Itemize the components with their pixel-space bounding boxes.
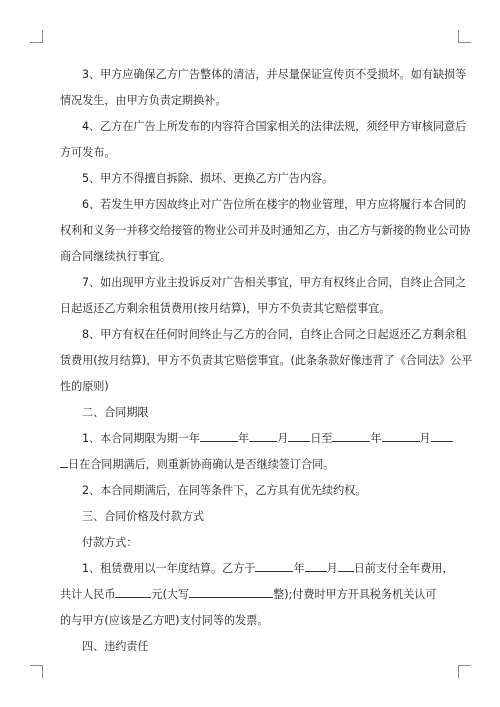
crop-mark-top-left xyxy=(30,30,43,43)
paragraph-text: 月 xyxy=(419,432,431,445)
paragraph-line xyxy=(60,244,440,270)
paragraph-line xyxy=(60,166,440,192)
fill-in-blank[interactable] xyxy=(288,431,310,442)
crop-mark-bottom-left xyxy=(30,665,43,678)
paragraph-line xyxy=(60,88,440,114)
paragraph-text: 年 xyxy=(293,562,305,575)
crop-mark-top-right xyxy=(458,30,471,43)
paragraph-line xyxy=(60,504,440,530)
paragraph-line xyxy=(60,296,440,322)
paragraph-text: 元(大写 xyxy=(151,588,190,601)
paragraph-line xyxy=(60,608,440,634)
paragraph-text: 5、甲方不得擅自拆除、损坏、更换乙方广告内容。 xyxy=(82,172,334,185)
paragraph-text: 三、合同价格及付款方式 xyxy=(82,510,205,523)
paragraph-text: 年 xyxy=(370,432,382,445)
paragraph-text: 性的原则) xyxy=(60,380,109,393)
paragraph-text: 月 xyxy=(277,432,289,445)
paragraph-text: 权利和义务一并移交给接管的物业公司并及时通知乙方，由乙方与新接的物业公司协 xyxy=(60,224,471,237)
paragraph-text: 日在合同期满后，则重新协商确认是否继续签订合同。 xyxy=(68,458,335,471)
paragraph-text: 2、本合同期满后，在同等条件下，乙方具有优先续约权。 xyxy=(82,484,367,497)
paragraph-text: 1、租赁费用以一年度结算。乙方于 xyxy=(82,562,256,575)
paragraph-text: 1、本合同期限为期一年 xyxy=(82,432,200,445)
paragraph-text: 商合同继续执行事宜。 xyxy=(60,250,171,263)
paragraph-line xyxy=(60,218,471,244)
paragraph-line xyxy=(60,582,440,608)
fill-in-blank[interactable] xyxy=(338,561,354,572)
paragraph-text: 二、合同期限 xyxy=(82,406,149,419)
paragraph-line xyxy=(60,556,454,582)
fill-in-blank[interactable] xyxy=(60,457,68,468)
paragraph-line xyxy=(60,478,440,504)
fill-in-blank[interactable] xyxy=(115,587,151,598)
paragraph-line xyxy=(60,400,440,426)
paragraph-line xyxy=(60,322,467,348)
paragraph-line xyxy=(60,114,467,140)
paragraph-text: 赁费用(按月结算)，甲方不负责其它赔偿事宜。(此条条款好像违背了《合同法》公平 xyxy=(60,354,473,367)
paragraph-text: 日前支付全年费用， xyxy=(353,562,454,575)
paragraph-line xyxy=(60,634,440,660)
paragraph-line xyxy=(60,348,473,374)
crop-mark-bottom-right xyxy=(458,665,471,678)
paragraph-line xyxy=(60,452,440,478)
fill-in-blank[interactable] xyxy=(189,587,273,598)
paragraph-text: 整);付费时甲方开具税务机关认可 xyxy=(273,588,437,601)
paragraph-line xyxy=(60,270,467,296)
paragraph-line xyxy=(60,374,440,400)
paragraph-text: 7、如出现甲方业主投诉反对广告相关事宜，甲方有权终止合同，自终止合同之 xyxy=(82,276,467,289)
fill-in-blank[interactable] xyxy=(305,561,327,572)
paragraph-text: 共计人民币 xyxy=(60,588,116,601)
paragraph-line xyxy=(60,426,440,452)
paragraph-text: 4、乙方在广告上所发布的内容符合国家相关的法律法规，须经甲方审核同意后 xyxy=(82,120,467,133)
paragraph-text: 3、甲方应确保乙方广告整体的清洁，并尽量保证宣传页不受损坏。如有缺损等 xyxy=(82,68,467,81)
fill-in-blank[interactable] xyxy=(382,431,420,442)
paragraph-text: 6、若发生甲方因故终止对广告位所在楼宇的物业管理，甲方应将履行本合同的 xyxy=(82,198,467,211)
paragraph-line xyxy=(60,530,440,556)
contract-body xyxy=(60,62,473,660)
paragraph-text: 四、违约责任 xyxy=(82,640,149,653)
paragraph-text: 付款方式： xyxy=(82,536,138,549)
paragraph-line xyxy=(60,140,440,166)
paragraph-text: 年 xyxy=(238,432,250,445)
paragraph-text: 日起返还乙方剩余租赁费用(按月结算)，甲方不负责其它赔偿事宜。 xyxy=(60,302,391,315)
paragraph-line xyxy=(60,192,467,218)
paragraph-text: 的与甲方(应该是乙方吧)支付同等的发票。 xyxy=(60,614,269,627)
paragraph-text: 8、甲方有权在任何时间终止与乙方的合同，自终止合同之日起返还乙方剩余租 xyxy=(82,328,467,341)
fill-in-blank[interactable] xyxy=(332,431,370,442)
fill-in-blank[interactable] xyxy=(255,561,293,572)
paragraph-text: 日至 xyxy=(310,432,333,445)
paragraph-text: 情况发生，由甲方负责定期换补。 xyxy=(60,94,227,107)
paragraph-text: 月 xyxy=(326,562,338,575)
fill-in-blank[interactable] xyxy=(431,431,453,442)
paragraph-text: 方可发布。 xyxy=(60,146,116,159)
fill-in-blank[interactable] xyxy=(200,431,238,442)
paragraph-line xyxy=(60,62,467,88)
fill-in-blank[interactable] xyxy=(249,431,277,442)
